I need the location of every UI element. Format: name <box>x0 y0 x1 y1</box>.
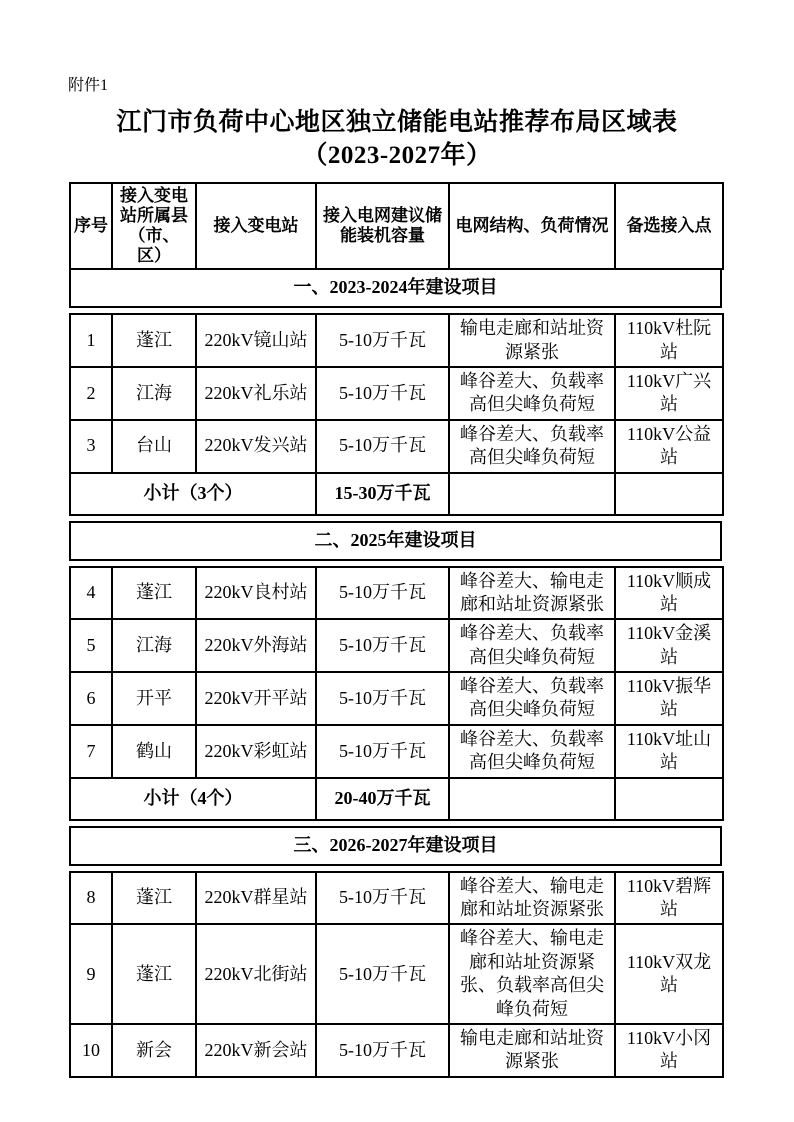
cell-substation: 220kV镜山站 <box>196 314 316 367</box>
table-row <box>70 672 723 725</box>
cell-grid-load: 峰谷差大、负载率高但尖峰负荷短 <box>449 420 615 473</box>
subtotal-label: 小计（3个） <box>70 473 316 515</box>
section-1-title: 一、2023-2024年建设项目 <box>70 269 721 307</box>
cell-no: 3 <box>70 420 112 473</box>
cell-grid-load: 峰谷差大、负载率高但尖峰负荷短 <box>449 672 615 725</box>
cell-access-point: 110kV杜阮站 <box>615 314 723 367</box>
cell-grid-load: 峰谷差大、负载率高但尖峰负荷短 <box>449 725 615 778</box>
column-header-access-point: 备选接入点 <box>615 183 723 269</box>
cell-access-point: 110kV碧辉站 <box>615 872 723 925</box>
cell-no: 7 <box>70 725 112 778</box>
cell-substation: 220kV彩虹站 <box>196 725 316 778</box>
cell-capacity: 5-10万千瓦 <box>316 567 449 620</box>
section-3-title-block <box>69 826 722 866</box>
cell-county: 蓬江 <box>112 314 196 367</box>
cell-capacity: 5-10万千瓦 <box>316 672 449 725</box>
column-header-row <box>70 183 723 269</box>
cell-grid-load: 输电走廊和站址资源紧张 <box>449 1024 615 1077</box>
column-header-no: 序号 <box>70 183 112 269</box>
cell-no: 8 <box>70 872 112 925</box>
subtotal-empty-cell <box>449 473 615 515</box>
section-title-row <box>70 522 721 560</box>
cell-capacity: 5-10万千瓦 <box>316 924 449 1024</box>
cell-capacity: 5-10万千瓦 <box>316 314 449 367</box>
section-title-row <box>70 269 721 307</box>
table-row <box>70 420 723 473</box>
section-2-title: 二、2025年建设项目 <box>70 522 721 560</box>
cell-no: 4 <box>70 567 112 620</box>
cell-grid-load: 输电走廊和站址资源紧张 <box>449 314 615 367</box>
table-row <box>70 725 723 778</box>
subtotal-row <box>70 778 723 820</box>
cell-county: 江海 <box>112 367 196 420</box>
cell-capacity: 5-10万千瓦 <box>316 619 449 672</box>
cell-substation: 220kV新会站 <box>196 1024 316 1077</box>
subtotal-capacity: 15-30万千瓦 <box>316 473 449 515</box>
page-title-line2: （2023-2027年） <box>302 142 492 169</box>
cell-no: 2 <box>70 367 112 420</box>
cell-grid-load: 峰谷差大、负载率高但尖峰负荷短 <box>449 367 615 420</box>
cell-county: 新会 <box>112 1024 196 1077</box>
table-header-block <box>69 182 724 270</box>
page-title <box>0 106 794 172</box>
table-row <box>70 924 723 1024</box>
subtotal-label: 小计（4个） <box>70 778 316 820</box>
table-row <box>70 619 723 672</box>
cell-access-point: 110kV双龙站 <box>615 924 723 1024</box>
table-row <box>70 567 723 620</box>
cell-access-point: 110kV小冈站 <box>615 1024 723 1077</box>
column-header-county: 接入变电站所属县（市、区） <box>112 183 196 269</box>
cell-capacity: 5-10万千瓦 <box>316 420 449 473</box>
cell-no: 10 <box>70 1024 112 1077</box>
cell-access-point: 110kV址山站 <box>615 725 723 778</box>
subtotal-empty-cell <box>615 778 723 820</box>
cell-county: 蓬江 <box>112 924 196 1024</box>
table-row <box>70 1024 723 1077</box>
cell-no: 5 <box>70 619 112 672</box>
cell-access-point: 110kV公益站 <box>615 420 723 473</box>
cell-county: 江海 <box>112 619 196 672</box>
cell-access-point: 110kV振华站 <box>615 672 723 725</box>
cell-access-point: 110kV广兴站 <box>615 367 723 420</box>
cell-substation: 220kV礼乐站 <box>196 367 316 420</box>
cell-no: 6 <box>70 672 112 725</box>
cell-grid-load: 峰谷差大、输电走廊和站址资源紧张、负载率高但尖峰负荷短 <box>449 924 615 1024</box>
cell-grid-load: 峰谷差大、输电走廊和站址资源紧张 <box>449 872 615 925</box>
cell-substation: 220kV外海站 <box>196 619 316 672</box>
section-3-rows-block <box>69 871 724 1078</box>
cell-county: 台山 <box>112 420 196 473</box>
cell-capacity: 5-10万千瓦 <box>316 1024 449 1077</box>
section-2-title-block <box>69 521 722 561</box>
layout-table <box>69 182 722 1078</box>
cell-capacity: 5-10万千瓦 <box>316 367 449 420</box>
section-1-rows-block <box>69 313 724 515</box>
table-row <box>70 367 723 420</box>
cell-no: 1 <box>70 314 112 367</box>
cell-grid-load: 峰谷差大、输电走廊和站址资源紧张 <box>449 567 615 620</box>
subtotal-row <box>70 473 723 515</box>
cell-county: 蓬江 <box>112 567 196 620</box>
cell-capacity: 5-10万千瓦 <box>316 725 449 778</box>
cell-substation: 220kV群星站 <box>196 872 316 925</box>
table-row <box>70 314 723 367</box>
cell-substation: 220kV开平站 <box>196 672 316 725</box>
column-header-substation: 接入变电站 <box>196 183 316 269</box>
section-2-rows-block <box>69 566 724 821</box>
column-header-grid-load: 电网结构、负荷情况 <box>449 183 615 269</box>
subtotal-empty-cell <box>449 778 615 820</box>
section-1-title-block <box>69 268 722 308</box>
section-title-row <box>70 827 721 865</box>
cell-county: 鹤山 <box>112 725 196 778</box>
cell-substation: 220kV发兴站 <box>196 420 316 473</box>
cell-county: 开平 <box>112 672 196 725</box>
section-3-title: 三、2026-2027年建设项目 <box>70 827 721 865</box>
page-title-line1: 江门市负荷中心地区独立储能电站推荐布局区域表 <box>116 109 678 136</box>
attachment-label: 附件1 <box>68 77 109 94</box>
cell-substation: 220kV良村站 <box>196 567 316 620</box>
cell-grid-load: 峰谷差大、负载率高但尖峰负荷短 <box>449 619 615 672</box>
cell-no: 9 <box>70 924 112 1024</box>
cell-substation: 220kV北街站 <box>196 924 316 1024</box>
table-row <box>70 872 723 925</box>
column-header-capacity: 接入电网建议储能装机容量 <box>316 183 449 269</box>
cell-access-point: 110kV金溪站 <box>615 619 723 672</box>
subtotal-capacity: 20-40万千瓦 <box>316 778 449 820</box>
cell-county: 蓬江 <box>112 872 196 925</box>
cell-access-point: 110kV顺成站 <box>615 567 723 620</box>
cell-capacity: 5-10万千瓦 <box>316 872 449 925</box>
subtotal-empty-cell <box>615 473 723 515</box>
